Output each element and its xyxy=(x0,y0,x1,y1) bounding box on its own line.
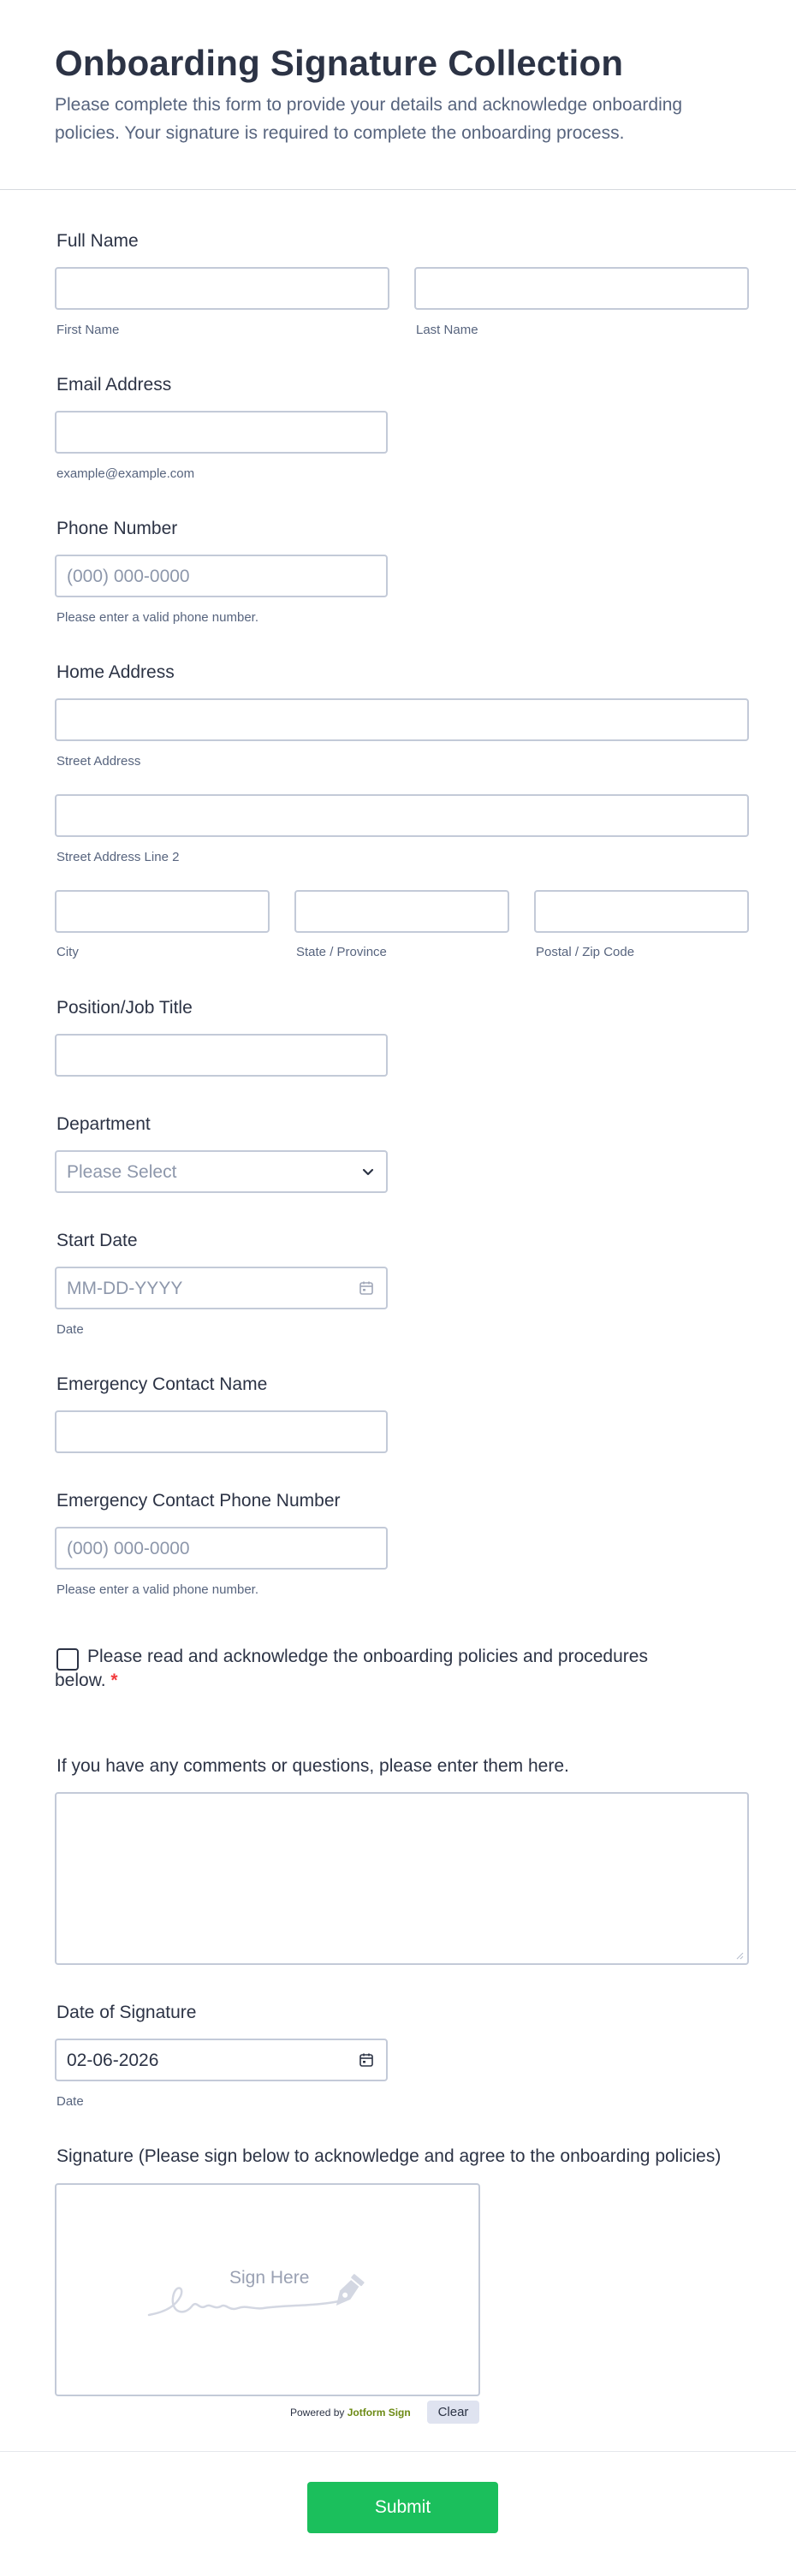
zip-sublabel: Postal / Zip Code xyxy=(536,945,635,959)
start-date-input[interactable] xyxy=(55,1267,388,1309)
start-date-sublabel: Date xyxy=(56,1322,84,1337)
department-select[interactable] xyxy=(55,1150,388,1193)
signature-date-label: Date of Signature xyxy=(56,2003,197,2022)
footer-divider xyxy=(0,2451,796,2452)
powered-prefix: Powered by xyxy=(290,2407,345,2419)
page-title: Onboarding Signature Collection xyxy=(55,43,624,83)
sign-here-placeholder: Sign Here xyxy=(229,2268,310,2288)
position-label: Position/Job Title xyxy=(56,998,193,1018)
signature-date-input[interactable] xyxy=(55,2039,388,2081)
email-label: Email Address xyxy=(56,375,172,395)
submit-button[interactable]: Submit xyxy=(307,2482,498,2533)
email-sublabel: example@example.com xyxy=(56,466,195,481)
street-address-line2-input[interactable] xyxy=(55,794,749,837)
state-sublabel: State / Province xyxy=(296,945,387,959)
phone-input[interactable] xyxy=(55,555,388,597)
phone-placeholder: (000) 000-0000 xyxy=(67,567,190,586)
street-address-sublabel: Street Address xyxy=(56,754,141,769)
start-date-label: Start Date xyxy=(56,1231,138,1250)
clear-signature-button[interactable]: Clear xyxy=(427,2401,479,2424)
acknowledge-text: Please read and acknowledge the onboarding policies and procedures below. xyxy=(55,1647,648,1690)
emergency-phone-sublabel: Please enter a valid phone number. xyxy=(56,1582,258,1597)
powered-brand[interactable]: Jotform Sign xyxy=(347,2407,411,2419)
position-input[interactable] xyxy=(55,1034,388,1077)
calendar-icon[interactable] xyxy=(359,1280,374,1296)
emergency-phone-placeholder: (000) 000-0000 xyxy=(67,1539,190,1558)
zip-input[interactable] xyxy=(534,890,749,933)
emergency-phone-input[interactable] xyxy=(55,1527,388,1570)
department-label: Department xyxy=(56,1114,151,1134)
street-address-input[interactable] xyxy=(55,698,749,741)
first-name-input[interactable] xyxy=(55,267,389,310)
last-name-input[interactable] xyxy=(414,267,749,310)
required-mark: * xyxy=(110,1671,118,1690)
signature-label: Signature (Please sign below to acknowledge and agree to the onboarding policies) xyxy=(56,2146,722,2166)
start-date-placeholder: MM-DD-YYYY xyxy=(67,1279,183,1298)
pen-nib-icon xyxy=(331,2274,365,2310)
signature-date-sublabel: Date xyxy=(56,2094,84,2109)
last-name-sublabel: Last Name xyxy=(416,323,478,337)
signature-pad[interactable] xyxy=(55,2183,480,2396)
phone-sublabel: Please enter a valid phone number. xyxy=(56,610,258,625)
form-header xyxy=(0,0,796,190)
city-sublabel: City xyxy=(56,945,79,959)
emergency-phone-label: Emergency Contact Phone Number xyxy=(56,1491,341,1511)
state-input[interactable] xyxy=(294,890,509,933)
comments-textarea[interactable] xyxy=(55,1792,749,1965)
city-input[interactable] xyxy=(55,890,270,933)
page-subtitle: Please complete this form to provide your details and acknowledge onboarding policies. Your signature is required to complete the onboarding process. xyxy=(55,95,683,143)
calendar-icon[interactable] xyxy=(359,2052,374,2068)
resize-handle-icon[interactable] xyxy=(735,1951,744,1960)
powered-by xyxy=(290,2407,411,2419)
address-label: Home Address xyxy=(56,662,175,682)
chevron-down-icon xyxy=(360,1164,376,1179)
acknowledge-label xyxy=(55,1645,688,1693)
street-address-line2-sublabel: Street Address Line 2 xyxy=(56,850,180,864)
full-name-label: Full Name xyxy=(56,231,139,251)
department-placeholder: Please Select xyxy=(67,1162,177,1182)
phone-label: Phone Number xyxy=(56,519,178,538)
email-input[interactable] xyxy=(55,411,388,454)
signature-date-value: 02-06-2026 xyxy=(67,2051,159,2070)
first-name-sublabel: First Name xyxy=(56,323,120,337)
emergency-name-label: Emergency Contact Name xyxy=(56,1374,268,1394)
comments-label: If you have any comments or questions, please enter them here. xyxy=(56,1756,569,1776)
emergency-name-input[interactable] xyxy=(55,1410,388,1453)
